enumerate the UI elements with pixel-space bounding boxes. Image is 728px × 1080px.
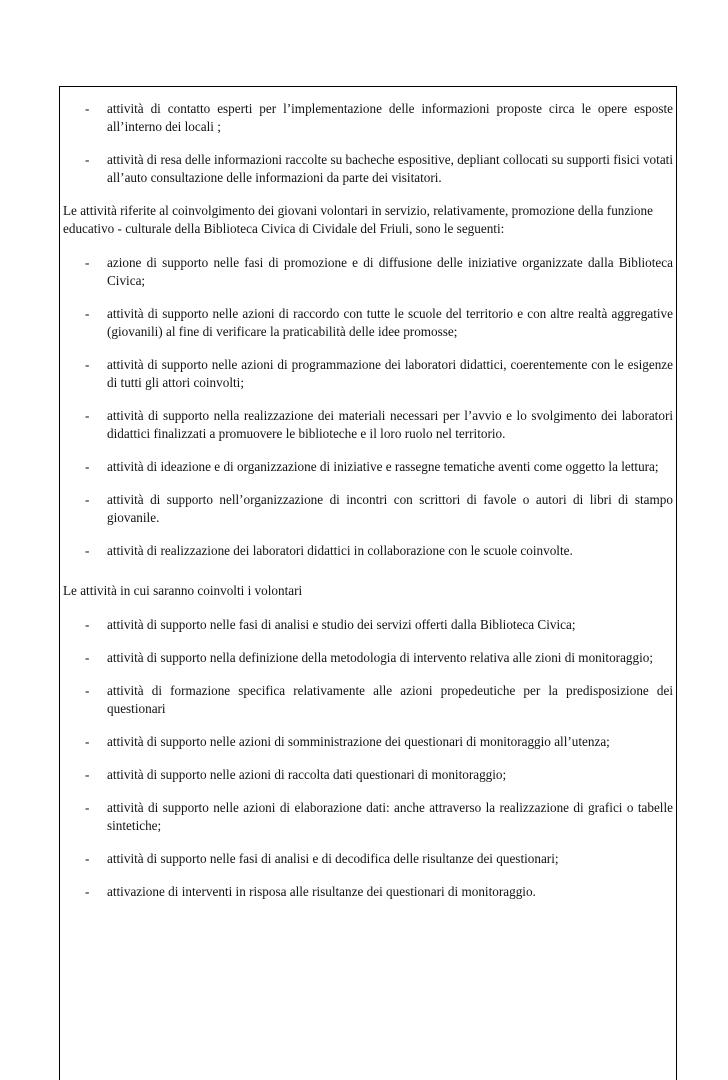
list-item: [63, 616, 673, 634]
dash-marker: -: [85, 101, 90, 116]
document-body: [63, 100, 673, 916]
dash-marker: -: [85, 851, 90, 866]
list-item-text: attività di supporto nelle azioni di raccordo con tutte le scuole del territorio e con altre realtà aggregative (giovanili) al fine di verificare la praticabilità delle idee promosse;: [107, 306, 673, 339]
list-item: [63, 458, 673, 476]
list-item-text: attività di supporto nell’organizzazione di incontri con scrittori di favole o autori di libri di stampo giovanile.: [107, 492, 673, 525]
list-item: [63, 491, 673, 527]
dash-marker: -: [85, 152, 90, 167]
list-item: [63, 542, 673, 560]
list-item: [63, 766, 673, 784]
list-item: [63, 305, 673, 341]
list-item: [63, 883, 673, 901]
dash-marker: -: [85, 255, 90, 270]
activity-list-c: [63, 616, 673, 901]
list-item: [63, 100, 673, 136]
dash-marker: -: [85, 884, 90, 899]
list-item: [63, 649, 673, 667]
dash-marker: -: [85, 617, 90, 632]
dash-marker: -: [85, 492, 90, 507]
list-item-text: azione di supporto nelle fasi di promozione e di diffusione delle iniziative organizzate dalla Biblioteca Civica;: [107, 255, 673, 288]
list-item: [63, 733, 673, 751]
list-item-text: attività di supporto nelle fasi di analisi e di decodifica delle risultanze dei questionari;: [107, 851, 559, 866]
dash-marker: -: [85, 734, 90, 749]
list-item-text: attività di supporto nelle azioni di somministrazione dei questionari di monitoraggio all’utenza;: [107, 734, 610, 749]
list-item-text: attività di ideazione e di organizzazione di iniziative e rassegne tematiche aventi come oggetto la lettura;: [107, 459, 659, 474]
list-item: [63, 850, 673, 868]
dash-marker: -: [85, 357, 90, 372]
dash-marker: -: [85, 800, 90, 815]
list-item-text: attività di supporto nelle azioni di raccolta dati questionari di monitoraggio;: [107, 767, 507, 782]
dash-marker: -: [85, 459, 90, 474]
dash-marker: -: [85, 767, 90, 782]
dash-marker: -: [85, 306, 90, 321]
list-item-text: attività di supporto nella realizzazione dei materiali necessari per l’avvio e lo svolgimento dei laboratori didattici finalizzati a promuovere le biblioteche e il loro ruolo nel territorio.: [107, 408, 673, 441]
list-item: [63, 151, 673, 187]
list-item-text: attività di supporto nella definizione della metodologia di intervento relativa alle zioni di monitoraggio;: [107, 650, 654, 665]
list-item-text: attività di supporto nelle fasi di analisi e studio dei servizi offerti dalla Biblioteca Civica;: [107, 617, 576, 632]
list-item-text: attività di formazione specifica relativamente alle azioni propedeutiche per la predisposizione dei questionari: [107, 683, 673, 716]
list-item: [63, 799, 673, 835]
list-item: [63, 356, 673, 392]
list-item: [63, 682, 673, 718]
paragraph-volunteers-activities: Le attività in cui saranno coinvolti i volontari: [63, 583, 303, 598]
dash-marker: -: [85, 543, 90, 558]
list-item-text: attivazione di interventi in risposa alle risultanze dei questionari di monitoraggio.: [107, 884, 536, 899]
list-item-text: attività di supporto nelle azioni di elaborazione dati: anche attraverso la realizzazione di grafici o tabelle sintetiche;: [107, 800, 673, 833]
list-item-text: attività di supporto nelle azioni di programmazione dei laboratori didattici, coerentemente con le esigenze di tutti gli attori coinvolti;: [107, 357, 673, 390]
dash-marker: -: [85, 650, 90, 665]
list-item: [63, 407, 673, 443]
list-item-text: attività di contatto esperti per l’implementazione delle informazioni proposte circa le opere esposte all’interno dei locali ;: [107, 101, 673, 134]
list-item-text: attività di resa delle informazioni raccolte su bacheche espositive, depliant collocati su supporti fisici votati all’auto consultazione delle informazioni da parte dei visitatori.: [107, 152, 673, 185]
dash-marker: -: [85, 683, 90, 698]
activity-list-b: [63, 254, 673, 560]
paragraph-volunteers-intro: Le attività riferite al coinvolgimento dei giovani volontari in servizio, relativamente, promozione della funzione educativo - culturale della Biblioteca Civica di Cividale del Friuli, sono le seguenti:: [63, 203, 653, 236]
list-item-text: attività di realizzazione dei laboratori didattici in collaborazione con le scuole coinvolte.: [107, 543, 573, 558]
list-item: [63, 254, 673, 290]
activity-list-a: [63, 100, 673, 187]
dash-marker: -: [85, 408, 90, 423]
